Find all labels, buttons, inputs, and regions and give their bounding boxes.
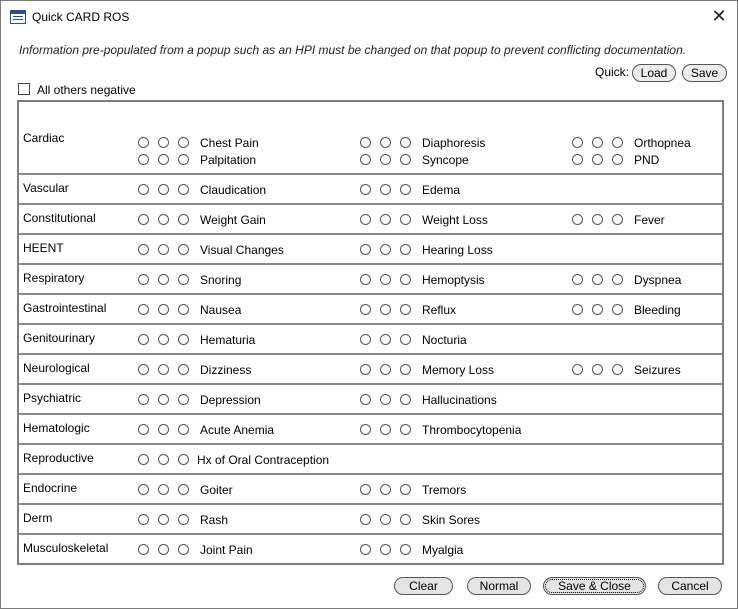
symptom-label: Thrombocytopenia (422, 423, 522, 437)
radio-na[interactable] (138, 184, 149, 195)
radio-yes[interactable] (380, 544, 391, 555)
radio-na[interactable] (360, 394, 371, 405)
radio-yes[interactable] (158, 274, 169, 285)
radio-na[interactable] (360, 154, 371, 165)
radio-na[interactable] (138, 394, 149, 405)
radio-yes[interactable] (380, 214, 391, 225)
symptom-label: Goiter (200, 483, 233, 497)
radio-no[interactable] (400, 544, 411, 555)
radio-yes[interactable] (380, 304, 391, 315)
system-label: Gastrointestinal (23, 301, 107, 315)
symptom-label: Reflux (422, 303, 457, 317)
system-label: Cardiac (23, 131, 65, 145)
radio-no[interactable] (178, 304, 189, 315)
symptom-label: Memory Loss (422, 363, 495, 377)
radio-no[interactable] (400, 154, 411, 165)
radio-yes[interactable] (592, 304, 603, 315)
radio-no[interactable] (178, 484, 189, 495)
symptom-label: Dyspnea (634, 273, 682, 287)
radio-na[interactable] (572, 214, 583, 225)
symptom-label: Fever (634, 213, 665, 227)
radio-no[interactable] (178, 274, 189, 285)
symptom-label: Depression (200, 393, 261, 407)
symptom-label: Hallucinations (422, 393, 497, 407)
symptom-label: Orthopnea (634, 136, 691, 150)
radio-yes[interactable] (380, 244, 391, 255)
radio-yes[interactable] (592, 154, 603, 165)
radio-yes[interactable] (158, 154, 169, 165)
save-button[interactable]: Save (682, 64, 727, 82)
radio-yes[interactable] (158, 544, 169, 555)
symptom-label: Diaphoresis (422, 136, 486, 150)
symptom-label: Acute Anemia (200, 423, 275, 437)
radio-na[interactable] (360, 544, 371, 555)
radio-no[interactable] (178, 214, 189, 225)
symptom-label: Bleeding (634, 303, 681, 317)
symptom-label: Nocturia (422, 333, 467, 347)
ros-row-cardiac (19, 125, 722, 173)
radio-yes[interactable] (158, 214, 169, 225)
symptom-label: Hemoptysis (422, 273, 485, 287)
symptom-label: Myalgia (422, 543, 464, 557)
radio-yes[interactable] (380, 184, 391, 195)
ros-row-musculoskeletal (19, 533, 722, 563)
radio-na[interactable] (360, 424, 371, 435)
radio-na[interactable] (572, 154, 583, 165)
radio-na[interactable] (572, 304, 583, 315)
radio-no[interactable] (400, 184, 411, 195)
symptom-label: Weight Gain (200, 213, 266, 227)
radio-na[interactable] (138, 244, 149, 255)
system-label: Genitourinary (23, 331, 96, 345)
radio-no[interactable] (400, 334, 411, 345)
system-label: Constitutional (23, 211, 96, 225)
radio-na[interactable] (138, 514, 149, 525)
radio-yes[interactable] (380, 334, 391, 345)
system-label: Reproductive (23, 451, 94, 465)
symptom-label: Tremors (422, 483, 467, 497)
radio-na[interactable] (360, 334, 371, 345)
cancel-button[interactable]: Cancel (658, 577, 722, 595)
radio-no[interactable] (612, 274, 623, 285)
symptom-label: Hx of Oral Contraception (197, 453, 330, 467)
radio-na[interactable] (360, 244, 371, 255)
radio-yes[interactable] (380, 274, 391, 285)
radio-yes[interactable] (158, 364, 169, 375)
system-label: Musculoskeletal (23, 541, 109, 555)
radio-no[interactable] (400, 244, 411, 255)
radio-yes[interactable] (380, 394, 391, 405)
quick-label: Quick: (595, 65, 630, 79)
radio-no[interactable] (178, 184, 189, 195)
radio-no[interactable] (400, 394, 411, 405)
radio-na[interactable] (138, 454, 149, 465)
load-button[interactable]: Load (632, 64, 676, 82)
symptom-label: Syncope (422, 153, 469, 167)
symptom-label: Dizziness (200, 363, 252, 377)
radio-no[interactable] (400, 137, 411, 148)
radio-yes[interactable] (380, 364, 391, 375)
ros-row-psychiatric (19, 383, 722, 413)
ros-row-hematologic (19, 413, 722, 443)
radio-no[interactable] (178, 514, 189, 525)
system-label: Hematologic (23, 421, 90, 435)
radio-no[interactable] (178, 394, 189, 405)
ros-row-vascular (19, 173, 722, 203)
radio-na[interactable] (138, 334, 149, 345)
radio-no[interactable] (178, 454, 189, 465)
radio-yes[interactable] (380, 137, 391, 148)
ros-table (17, 100, 724, 565)
radio-no[interactable] (178, 137, 189, 148)
radio-na[interactable] (138, 304, 149, 315)
symptom-label: Skin Sores (422, 513, 481, 527)
symptom-label: Chest Pain (200, 136, 259, 150)
radio-yes[interactable] (592, 137, 603, 148)
symptom-label: Rash (200, 513, 229, 527)
symptom-label: Visual Changes (200, 243, 284, 257)
all-others-negative-checkbox[interactable] (18, 83, 30, 95)
radio-no[interactable] (178, 424, 189, 435)
radio-na[interactable] (360, 184, 371, 195)
symptom-label: PND (634, 153, 660, 167)
info-message: Information pre-populated from a popup such as an HPI must be changed on that popup to prevent conflicting documentation. (19, 43, 687, 57)
radio-na[interactable] (360, 514, 371, 525)
ros-row-derm (19, 503, 722, 533)
radio-no[interactable] (400, 514, 411, 525)
radio-yes[interactable] (158, 184, 169, 195)
radio-na[interactable] (138, 154, 149, 165)
symptom-label: Seizures (634, 363, 681, 377)
ros-row-endocrine (19, 473, 722, 503)
system-label: Vascular (23, 181, 69, 195)
radio-no[interactable] (612, 304, 623, 315)
radio-no[interactable] (612, 364, 623, 375)
radio-na[interactable] (360, 137, 371, 148)
radio-na[interactable] (138, 214, 149, 225)
radio-no[interactable] (400, 364, 411, 375)
radio-yes[interactable] (592, 274, 603, 285)
radio-na[interactable] (138, 484, 149, 495)
system-label: Derm (23, 511, 53, 525)
radio-na[interactable] (360, 274, 371, 285)
radio-no[interactable] (400, 304, 411, 315)
radio-yes[interactable] (158, 514, 169, 525)
radio-na[interactable] (360, 484, 371, 495)
symptom-label: Joint Pain (200, 543, 253, 557)
symptom-label: Hematuria (200, 333, 256, 347)
ros-row-respiratory (19, 263, 722, 293)
symptom-label: Palpitation (200, 153, 257, 167)
radio-no[interactable] (400, 484, 411, 495)
radio-no[interactable] (178, 154, 189, 165)
radio-na[interactable] (138, 364, 149, 375)
radio-yes[interactable] (158, 484, 169, 495)
radio-na[interactable] (360, 304, 371, 315)
radio-na[interactable] (138, 544, 149, 555)
clear-button[interactable]: Clear (394, 577, 453, 595)
radio-na[interactable] (572, 364, 583, 375)
symptom-label: Weight Loss (422, 213, 488, 227)
radio-no[interactable] (612, 137, 623, 148)
close-icon[interactable]: ✕ (711, 6, 727, 26)
radio-no[interactable] (400, 214, 411, 225)
radio-yes[interactable] (592, 214, 603, 225)
radio-na[interactable] (138, 424, 149, 435)
radio-na[interactable] (360, 214, 371, 225)
ros-row-reproductive (19, 443, 722, 473)
radio-no[interactable] (612, 154, 623, 165)
window-title: Quick CARD ROS (32, 10, 130, 24)
system-label: HEENT (23, 241, 64, 255)
ros-row-genitourinary (19, 323, 722, 353)
system-label: Endocrine (23, 481, 78, 495)
radio-na[interactable] (572, 274, 583, 285)
radio-yes[interactable] (158, 424, 169, 435)
radio-yes[interactable] (158, 334, 169, 345)
radio-yes[interactable] (380, 484, 391, 495)
radio-yes[interactable] (380, 154, 391, 165)
radio-yes[interactable] (158, 394, 169, 405)
symptom-label: Snoring (200, 273, 242, 287)
radio-na[interactable] (138, 137, 149, 148)
symptom-label: Hearing Loss (422, 243, 493, 257)
radio-no[interactable] (400, 424, 411, 435)
radio-no[interactable] (612, 214, 623, 225)
ros-row-neurological (19, 353, 722, 383)
radio-na[interactable] (138, 274, 149, 285)
system-label: Neurological (23, 361, 90, 375)
radio-no[interactable] (178, 334, 189, 345)
radio-yes[interactable] (592, 364, 603, 375)
radio-no[interactable] (178, 244, 189, 255)
form-window-icon (10, 10, 26, 24)
symptom-label: Edema (422, 183, 461, 197)
normal-button[interactable]: Normal (467, 577, 531, 595)
radio-yes[interactable] (380, 514, 391, 525)
save-close-button[interactable]: Save & Close (543, 577, 646, 595)
system-label: Respiratory (23, 271, 85, 285)
ros-row-constitutional (19, 203, 722, 233)
radio-no[interactable] (178, 364, 189, 375)
radio-yes[interactable] (158, 137, 169, 148)
radio-no[interactable] (400, 274, 411, 285)
symptom-label: Claudication (200, 183, 267, 197)
radio-na[interactable] (572, 137, 583, 148)
radio-yes[interactable] (380, 424, 391, 435)
radio-yes[interactable] (158, 454, 169, 465)
symptom-label: Nausea (200, 303, 242, 317)
ros-row-gastrointestinal (19, 293, 722, 323)
ros-row-heent (19, 233, 722, 263)
title-bar (1, 1, 737, 33)
system-label: Psychiatric (23, 391, 82, 405)
all-others-negative-label: All others negative (37, 83, 136, 97)
radio-yes[interactable] (158, 244, 169, 255)
radio-na[interactable] (360, 364, 371, 375)
radio-no[interactable] (178, 544, 189, 555)
radio-yes[interactable] (158, 304, 169, 315)
